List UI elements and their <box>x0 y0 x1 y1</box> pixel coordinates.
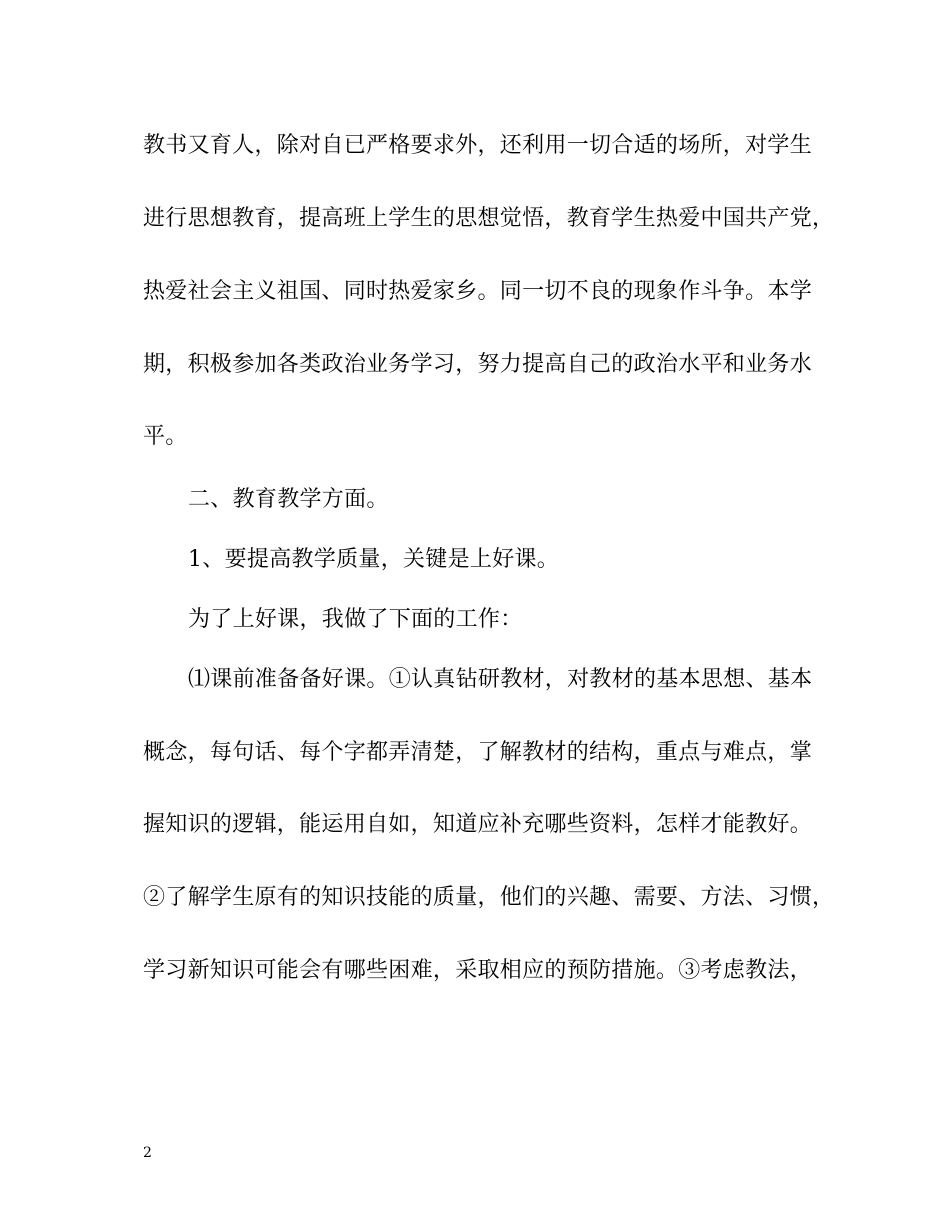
subsection-heading: 1、要提高教学质量，关键是上好课。 <box>188 547 560 572</box>
body-text-line: 期，积极参加各类政治业务学习，努力提高自己的政治水平和业务水 <box>143 352 813 377</box>
body-text-line: 进行思想教育，提高班上学生的思想觉悟，教育学生热爱中国共产党， <box>143 206 835 231</box>
page-number: 2 <box>143 1145 152 1161</box>
body-text-line: ⑴课前准备备好课。①认真钻研教材，对教材的基本思想、基本 <box>188 667 813 692</box>
body-text-line: ②了解学生原有的知识技能的质量，他们的兴趣、需要、方法、习惯， <box>143 885 835 910</box>
body-text-line: 握知识的逻辑，能运用自如，知道应补充哪些资料，怎样才能教好。 <box>143 812 813 837</box>
body-text-line: 热爱社会主义祖国、同时热爱家乡。同一切不良的现象作斗争。本学 <box>143 279 813 304</box>
body-text-line: 为了上好课，我做了下面的工作： <box>188 607 523 632</box>
body-text-line: 平。 <box>143 424 188 449</box>
body-text-line: 学习新知识可能会有哪些困难，采取相应的预防措施。③考虑教法， <box>143 958 813 983</box>
body-text-line: 概念，每句话、每个字都弄清楚，了解教材的结构，重点与难点，掌 <box>143 740 813 765</box>
body-text-line: 教书又育人，除对自已严格要求外，还利用一切合适的场所，对学生 <box>143 133 813 158</box>
section-heading: 二、教育教学方面。 <box>188 487 389 512</box>
